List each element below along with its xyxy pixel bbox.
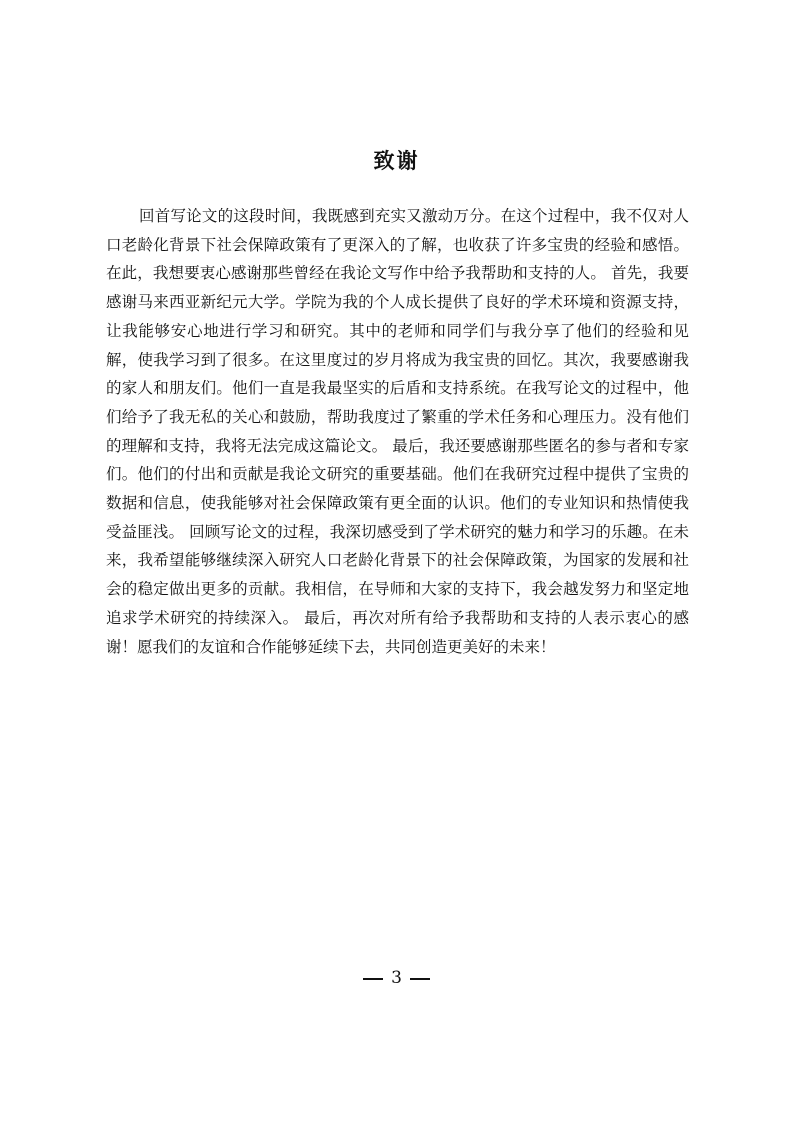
page-title: 致谢 [373, 149, 420, 173]
page-number-left-dash [363, 978, 383, 980]
page-number-right-dash [410, 978, 430, 980]
page-number: 3 [391, 968, 402, 988]
page-footer [0, 966, 793, 990]
acknowledgement-paragraph: 回首写论文的这段时间，我既感到充实又激动万分。在这个过程中，我不仅对人口老龄化背景下社会保障政策有了更深入的了解，也收获了许多宝贵的经验和感悟。在此，我想要衷心感谢那些曾经在我论文写作中给予我帮助和支持的人。 首先，我要感谢马来西亚新纪元大学。学院为我的个人成长提供了良好的学术环境和资源支持，让我能够安心地进行学习和研究。其中的老师和同学们与我分享了他们的经验和见解，使我学习到了很多。在这里度过的岁月将成为我宝贵的回忆。其次，我要感谢我的家人和朋友们。他们一直是我最坚实的后盾和支持系统。在我写论文的过程中，他们给予了我无私的关心和鼓励，帮助我度过了繁重的学术任务和心理压力。没有他们的理解和支持，我将无法完成这篇论文。 最后，我还要感谢那些匿名的参与者和专家们。他们的付出和贡献是我论文研究的重要基础。他们在我研究过程中提供了宝贵的数据和信息，使我能够对社会保障政策有更全面的认识。他们的专业知识和热情使我受益匪浅。 回顾写论文的过程，我深切感受到了学术研究的魅力和学习的乐趣。在未来，我希望能够继续深入研究人口老龄化背景下的社会保障政策，为国家的发展和社会的稳定做出更多的贡献。我相信，在导师和大家的支持下，我会越发努力和坚定地追求学术研究的持续深入。 最后，再次对所有给予我帮助和支持的人表示衷心的感谢！愿我们的友谊和合作能够延续下去，共同创造更美好的未来！ [106, 207, 689, 656]
